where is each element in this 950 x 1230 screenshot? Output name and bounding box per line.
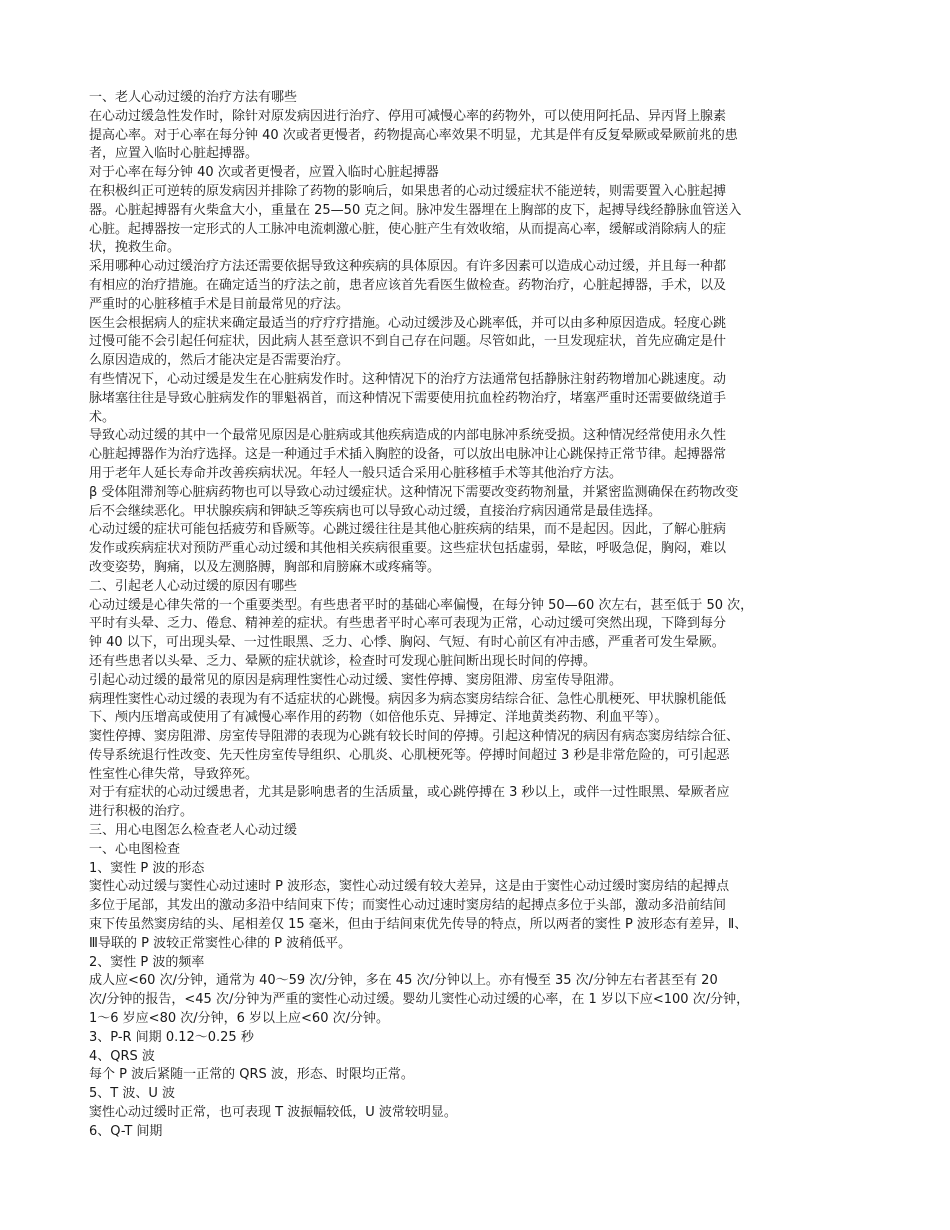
text-line: 窦性心动过缓与窦性心动过速时 P 波形态，窦性心动过缓有较大差异，这是由于窦性心动过缓时窦房结的起搏点 (89, 879, 730, 895)
text-line: 成人应<60 次/分钟，通常为 40～59 次/分钟，多在 45 次/分钟以上。亦有慢至 35 次/分钟左右者甚至有 20 (89, 973, 718, 989)
text-line: 6、Q-T 间期 (89, 1123, 163, 1139)
text-line: 心动过缓的症状可能包括疲劳和昏厥等。心跳过缓往往是其他心脏疾病的结果，而不是起因。因此，了解心脏病 (89, 522, 727, 538)
text-line: 4、QRS 波 (89, 1048, 155, 1064)
text-line: 过慢可能不会引起任何症状，因此病人甚至意识不到自己存在问题。尽管如此，一旦发现症状，首先应确定是什 (89, 334, 727, 350)
text-line: 么原因造成的，然后才能决定是否需要治疗。 (89, 353, 350, 369)
text-line: 2、窦性 P 波的频率 (89, 954, 205, 970)
text-line: 钟 40 以下，可出现头晕、一过性眼黑、乏力、心悸、胸闷、气短、有时心前区有冲击感，严重者可发生晕厥。 (89, 635, 725, 651)
text-line: 平时有头晕、乏力、倦怠、精神差的症状。有些患者平时心率可表现为正常，心动过缓可突然出现，下降到每分 (89, 616, 727, 632)
text-line: 导致心动过缓的其中一个最常见原因是心脏病或其他疾病造成的内部电脉冲系统受损。这种情况经常使用永久性 (89, 428, 727, 444)
text-line: 还有些患者以头晕、乏力、晕厥的症状就诊，检查时可发现心脏间断出现长时间的停搏。 (89, 653, 597, 669)
text-line: 1、窦性 P 波的形态 (89, 860, 205, 876)
text-line: 心动过缓是心律失常的一个重要类型。有些患者平时的基础心率偏慢，在每分钟 50—60 次左右，甚至低于 50 次， (89, 597, 754, 613)
text-line: 3、P-R 间期 0.12～0.25 秒 (89, 1029, 254, 1045)
text-line: β 受体阻滞剂等心脏病药物也可以导致心动过缓症状。这种情况下需要改变药物剂量，并紧密监测确保在药物改变 (89, 484, 739, 500)
text-line: 病理性窦性心动过缓的表现为有不适症状的心跳慢。病因多为病态窦房结综合征、急性心肌梗死、甲状腺机能低 (89, 691, 727, 707)
text-line: 在积极纠正可逆转的原发病因并排除了药物的影响后，如果患者的心动过缓症状不能逆转，则需要置入心脏起搏 (89, 183, 727, 199)
text-line: 脉堵塞往往是导致心脏病发作的罪魁祸首，而这种情况下需要使用抗血栓药物治疗，堵塞严重时还需要做绕道手 (89, 390, 727, 406)
text-line: 一、心电图检查 (89, 841, 181, 857)
text-line: 性室性心律失常，导致猝死。 (89, 766, 259, 782)
text-line: 发作或疾病症状对预防严重心动过缓和其他相关疾病很重要。这些症状包括虚弱，晕眩，呼吸急促，胸闷，难以 (89, 541, 727, 557)
text-line: 采用哪种心动过缓治疗方法还需要依据导致这种疾病的具体原因。有许多因素可以造成心动过缓，并且每一种都 (89, 259, 727, 275)
text-line: 有些情况下，心动过缓是发生在心脏病发作时。这种情况下的治疗方法通常包括静脉注射药物增加心跳速度。动 (89, 371, 727, 387)
document-body (89, 89, 864, 1142)
text-line: 提高心率。对于心率在每分钟 40 次或者更慢者，药物提高心率效果不明显，尤其是伴有反复晕厥或晕厥前兆的患 (89, 127, 738, 143)
text-line: 次/分钟的报告，<45 次/分钟为严重的窦性心动过缓。婴幼儿窦性心动过缓的心率，在 1 岁以下应<100 次/分钟， (89, 992, 750, 1008)
text-line: 心脏起搏器作为治疗选择。这是一种通过手术插入胸腔的设备，可以放出电脉冲让心跳保持正常节律。起搏器常 (89, 447, 727, 463)
text-line: 进行积极的治疗。 (89, 804, 194, 820)
text-line: 5、T 波、U 波 (89, 1086, 175, 1102)
text-line: 传导系统退行性改变、先天性房室传导组织、心肌炎、心肌梗死等。停搏时间超过 3 秒是非常危险的，可引起恶 (89, 747, 730, 763)
text-line: 后不会继续恶化。甲状腺疾病和钾缺乏等疾病也可以导致心动过缓，直接治疗病因通常是最佳选择。 (89, 503, 662, 519)
text-line: 对于心率在每分钟 40 次或者更慢者，应置入临时心脏起搏器 (89, 165, 439, 181)
text-line: 器。心脏起搏器有火柴盒大小，重量在 25—50 克之间。脉冲发生器埋在上胸部的皮下，起搏导线经静脉血管送入 (89, 202, 742, 218)
text-line: 束下传虽然窦房结的头、尾相差仅 15 毫米，但由于结间束优先传导的特点，所以两者的窦性 P 波形态有差异，Ⅱ、 (89, 917, 748, 933)
text-line: 多位于尾部，其发出的激动多沿中结间束下传；而窦性心动过速时窦房结的起搏点多位于头部，激动多沿前结间 (89, 898, 727, 914)
text-line: 用于老年人延长寿命并改善疾病状况。年轻人一般只适合采用心脏移植手术等其他治疗方法。 (89, 465, 623, 481)
text-line: 1～6 岁应<80 次/分钟，6 岁以上应<60 次/分钟。 (89, 1011, 389, 1027)
text-line: 三、用心电图怎么检查老人心动过缓 (89, 823, 298, 839)
text-line: 者，应置入临时心脏起搏器。 (89, 146, 259, 162)
text-line: 窦性心动过缓时正常，也可表现 T 波振幅较低，U 波常较明显。 (89, 1105, 457, 1121)
text-line: 改变姿势，胸痛，以及左测胳膊，胸部和肩膀麻木或疼痛等。 (89, 559, 441, 575)
text-line: 医生会根据病人的症状来确定最适当的疗疗疗措施。心动过缓涉及心跳率低，并可以由多种原因造成。轻度心跳 (89, 315, 727, 331)
text-line: 二、引起老人心动过缓的原因有哪些 (89, 578, 298, 594)
text-line: 一、老人心动过缓的治疗方法有哪些 (89, 90, 298, 105)
text-line: 窦性停搏、窦房阻滞、房室传导阻滞的表现为心跳有较长时间的停搏。引起这种情况的病因有病态窦房结综合征、 (89, 729, 740, 745)
text-line: 对于有症状的心动过缓患者，尤其是影响患者的生活质量，或心跳停搏在 3 秒以上，或伴一过性眼黑、晕厥者应 (89, 785, 730, 801)
text-line: 引起心动过缓的最常见的原因是病理性窦性心动过缓、窦性停搏、窦房阻滞、房室传导阻滞。 (89, 672, 623, 688)
text-line: 术。 (89, 409, 116, 425)
text-line: 下、颅内压增高或使用了有减慢心率作用的药物（如倍他乐克、异搏定、洋地黄类药物、利血平等）。 (89, 710, 668, 726)
text-line: 严重时的心脏移植手术是目前最常见的疗法。 (89, 296, 350, 312)
text-line: 有相应的治疗措施。在确定适当的疗法之前，患者应该首先看医生做检查。药物治疗，心脏起搏器，手术，以及 (89, 277, 727, 293)
text-line: Ⅲ导联的 P 波较正常窦性心律的 P 波稍低平。 (89, 935, 352, 951)
text-line: 状，挽救生命。 (89, 240, 181, 256)
text-line: 在心动过缓急性发作时，除针对原发病因进行治疗、停用可减慢心率的药物外，可以使用阿托品、异丙肾上腺素 (89, 108, 727, 124)
text-line: 每个 P 波后紧随一正常的 QRS 波，形态、时限均正常。 (89, 1067, 414, 1083)
text-line: 心脏。起搏器按一定形式的人工脉冲电流刺激心脏，使心脏产生有效收缩，从而提高心率，缓解或消除病人的症 (89, 221, 727, 237)
